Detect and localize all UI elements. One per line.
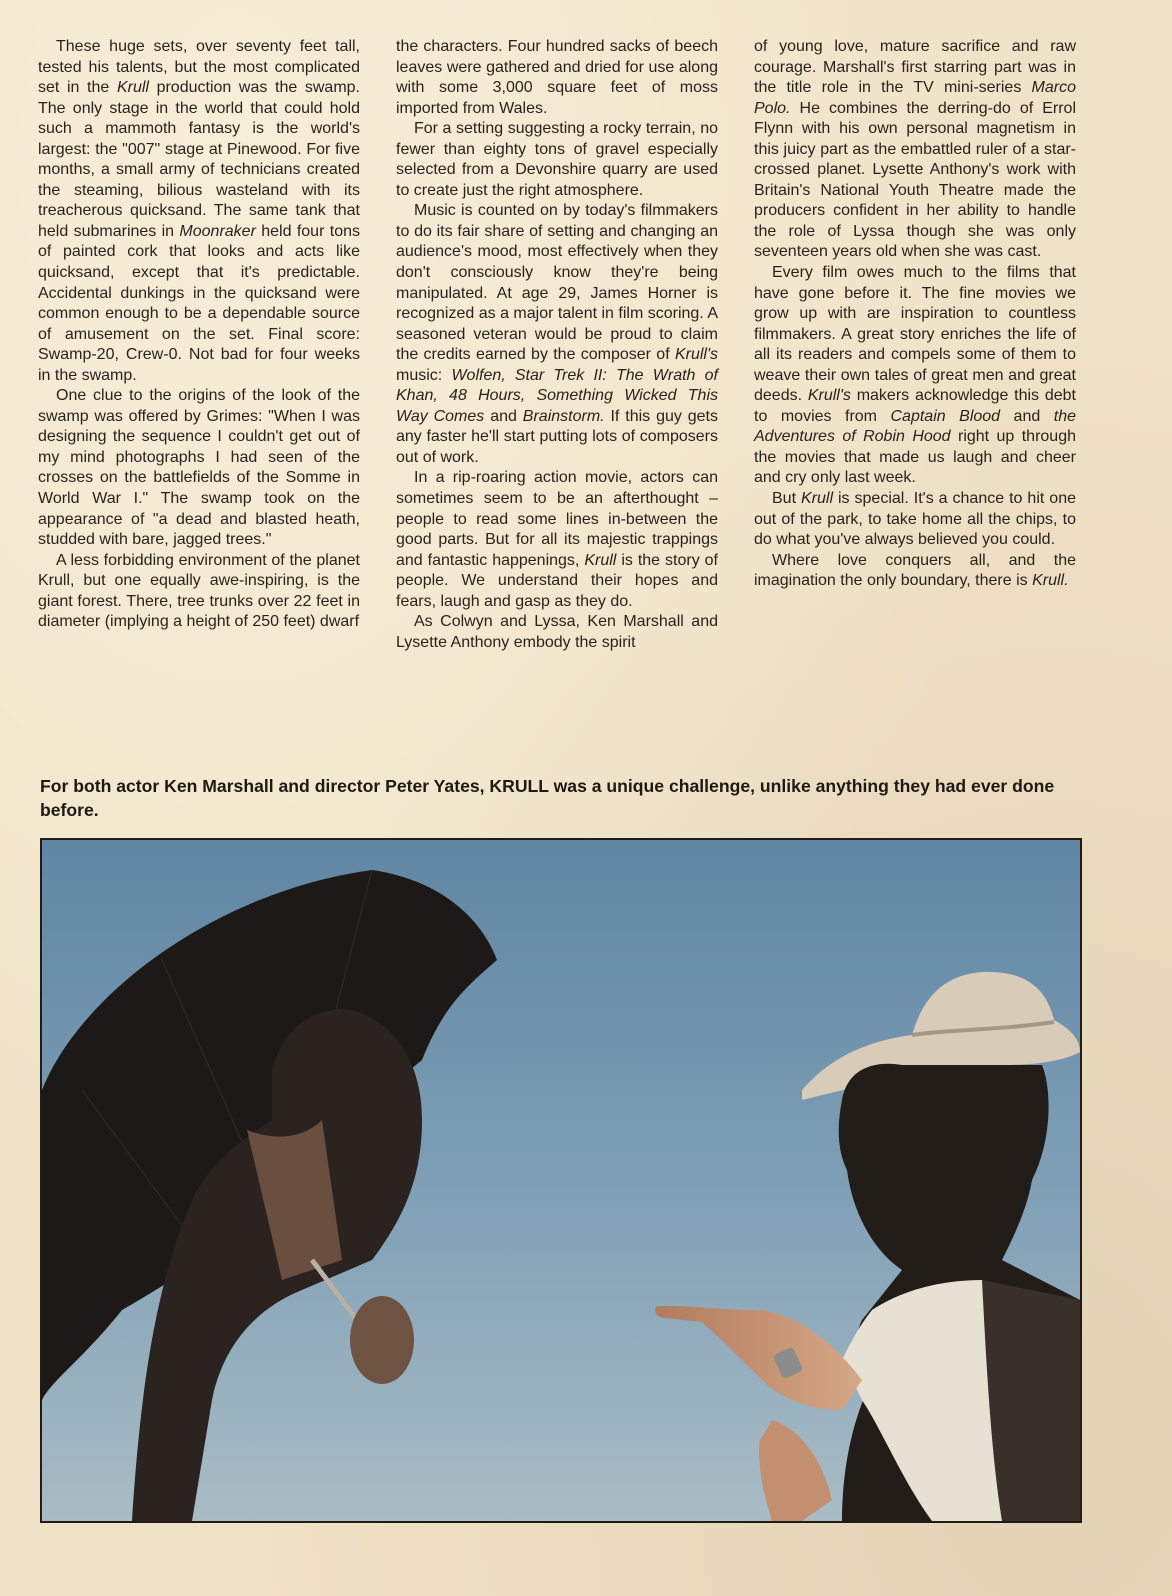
article-paragraph — [396, 37, 718, 119]
paragraph-text: is the story of people. We understand their hopes and fears, laugh and gasp as they do. — [396, 551, 718, 610]
production-photo — [40, 838, 1082, 1523]
paragraph-text: Music is counted on by today's filmmakers to do its fair share of setting and changing an audience's mood, most effectively when they don't consciously know they're being manipulated. At age 29, James Horner is recognized as a major talent in film scoring. A seasoned veteran would be proud to claim the credits earned by the composer of — [396, 202, 718, 364]
article-column-3 — [754, 37, 1076, 592]
paragraph-text: right up through the movies that made us laugh and cheer and cry only last week. — [754, 428, 1077, 487]
paragraph-text: held four tons of painted cork that looks and acts like quicksand, except that it's predictable. Accidental dunkings in the quicksand were common enough to be a dependable source of amusement on the set. Final score: Swamp-20, Crew-0. Not bad for four weeks in the swamp. — [38, 222, 360, 384]
italic-title-text: Moonraker — [179, 222, 256, 240]
paragraph-text: Every film owes much to the films that have gone before it. The fine movies we grow up with are inspiration to countless filmmakers. A great story enriches the life of all its readers and compels some of them to weave their own tales of great men and great deeds. — [754, 264, 1076, 405]
paragraph-text: These huge sets, over seventy feet tall, tested his talents, but the most complicated set in the — [38, 38, 360, 97]
article-paragraph — [396, 612, 718, 653]
article-paragraph — [754, 489, 1076, 551]
italic-title-text: the Adventures of Robin Hood — [754, 407, 1076, 446]
paragraph-text: One clue to the origins of the look of the swamp was offered by Grimes: "When I was designing the sequence I couldn't get out of my mind photographs I had seen of the crosses on the battlefields of the Somme in World War I." The swamp took on the appearance of "a dead and blasted heath, studded with bare, jagged trees." — [38, 387, 360, 549]
paragraph-text: and — [1000, 407, 1054, 425]
paragraph-text: But — [772, 490, 801, 508]
paragraph-text: For a setting suggesting a rocky terrain, no fewer than eighty tons of gravel especially selected from a Devonshire quarry are used to create just the right atmosphere. — [396, 120, 718, 199]
paragraph-text: If this guy gets any faster he'll start putting lots of composers out of work. — [396, 407, 719, 466]
article-paragraph — [396, 468, 718, 612]
paragraph-text: of young love, mature sacrifice and raw courage. Marshall's first starring part was in the title role in the TV mini-series — [754, 38, 1076, 97]
article-paragraph — [38, 37, 360, 386]
paragraph-text: As Colwyn and Lyssa, Ken Marshall and Lysette Anthony embody the spirit — [396, 613, 718, 651]
italic-title-text: Marco Polo. — [754, 79, 1076, 117]
photo-illustration — [42, 840, 1080, 1521]
paragraph-text: He combines the derring-do of Errol Flynn with his own personal magnetism in this juicy part as the embattled ruler of a star-crossed planet. Lysette Anthony's work with Britain's National Youth Theatre made the producers confident in her ability to handle the role of Lyssa though she was only seventeen years old when she was cast. — [754, 99, 1076, 261]
italic-title-text: Wolfen, Star Trek II: The Wrath of Khan, 48 Hours, Something Wicked This Way Comes — [396, 366, 718, 425]
article-column-1 — [38, 37, 360, 633]
italic-title-text: Brainstorm. — [522, 407, 605, 425]
paragraph-text: A less forbidding environment of the planet Krull, but one equally awe-inspiring, is the giant forest. There, tree trunks over 22 feet in diameter (implying a height of 250 feet) dwarf — [38, 551, 360, 631]
italic-title-text: Captain Blood — [890, 407, 1001, 425]
article-paragraph — [754, 263, 1076, 489]
paragraph-text: In a rip-roaring action movie, actors can sometimes seem to be an afterthought – people to read some lines in-between the good parts. But for all its majestic trappings and fantastic happenings, — [396, 469, 718, 569]
paragraph-text: the characters. Four hundred sacks of beech leaves were gathered and dried for use along with some 3,000 square feet of moss imported from Wales. — [396, 38, 718, 117]
italic-title-text: Krull's — [807, 387, 851, 405]
photo-caption: For both actor Ken Marshall and director Peter Yates, KRULL was a unique challenge, unlike anything they had ever done before. — [40, 776, 1055, 820]
italic-title-text: Krull's — [674, 346, 718, 364]
article-paragraph — [38, 386, 360, 550]
article-paragraph — [396, 201, 718, 468]
article-paragraph — [754, 551, 1076, 592]
italic-title-text: Krull — [801, 490, 834, 508]
paragraph-text: makers acknowledge this debt to movies from — [754, 387, 1077, 425]
italic-title-text: Krull — [584, 551, 617, 569]
paragraph-text: and — [484, 407, 523, 425]
italic-title-text: Krull — [116, 79, 149, 97]
paragraph-text: production was the swamp. The only stage in the world that could hold such a mammoth fantasy is the world's largest: the "007" stage at Pinewood. For five months, a small army of technicians created the steaming, bilious wasteland with its treacherous quicksand. The same tank that held submarines in — [38, 79, 361, 240]
article-paragraph — [396, 119, 718, 201]
article-column-2 — [396, 37, 718, 653]
paragraph-text: music: — [396, 366, 452, 384]
paragraph-text: Where love conquers all, and the imagination the only boundary, there is — [754, 551, 1076, 590]
paragraph-text: is special. It's a chance to hit one out of the park, to take home all the chips, to do what you've always believed you could. — [754, 490, 1076, 549]
article-paragraph — [38, 551, 360, 633]
article-paragraph — [754, 37, 1076, 263]
italic-title-text: Krull. — [1032, 572, 1069, 590]
